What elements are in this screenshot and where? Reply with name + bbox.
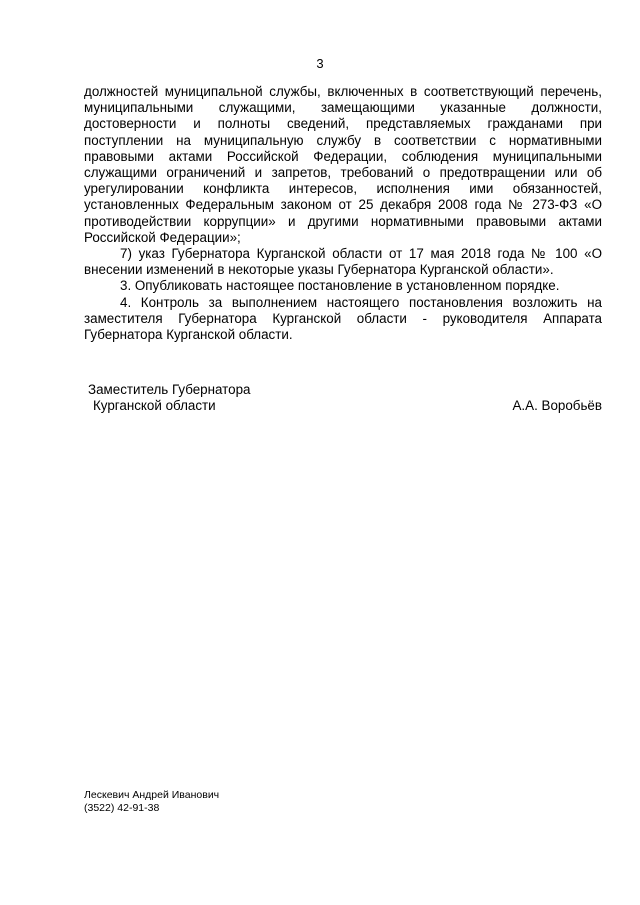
executor-block: [84, 789, 219, 815]
signature-title-line1: Заместитель Губернатора: [88, 382, 251, 397]
executor-phone: (3522) 42-91-38: [84, 802, 160, 814]
paragraph-item-3: 3. Опубликовать настоящее постановление в установленном порядке.: [120, 278, 560, 294]
signature-title-line2: Курганской области: [93, 398, 216, 414]
signature-title: [88, 382, 250, 414]
executor-name: Лескевич Андрей Иванович: [84, 789, 220, 801]
paragraph-item-4: 4. Контроль за выполнением настоящего постановления возложить на заместителя Губернатора Курганской области - руководителя Аппарата Губернатора Курганской области.: [84, 294, 602, 343]
paragraph-item-7: 7) указ Губернатора Курганской области от 17 мая 2018 года № 100 «О внесении изменений в некоторые указы Губернатора Курганской области».: [84, 246, 602, 278]
paragraph-continuation: должностей муниципальной службы, включенных в соответствующий перечень, муниципальными служащими, замещающими указанные должности, достоверности и полноты сведений, представляемых гражданами при поступлении на муниципальную службу в соответствии с нормативными правовыми актами Российской Федерации, соблюдения муниципальными служащими ограничений и запретов, требований о предотвращении или об урегулировании конфликта интересов, исполнения ими обязанностей, установленных Федеральным законом от 25 декабря 2008 года № 273-ФЗ «О противодействии коррупции» и другими нормативными правовыми актами Российской Федерации»;: [84, 84, 602, 245]
signatory-name: А.А. Воробьёв: [512, 398, 602, 413]
document-body: [84, 84, 602, 343]
page-number: 3: [316, 56, 324, 71]
